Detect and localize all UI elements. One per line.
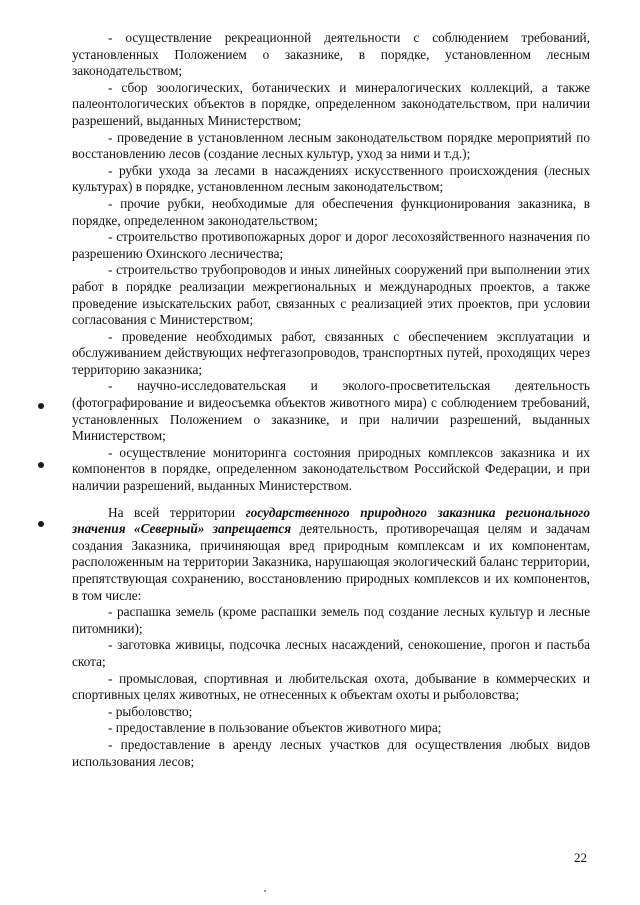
punch-hole-mark <box>38 462 44 468</box>
document-body <box>72 30 590 770</box>
punch-hole-mark <box>38 521 44 527</box>
list-item: - проведение необходимых работ, связанных с обеспечением эксплуатации и обслуживанием действующих нефтегазопроводов, транспортных путей, проходящих через территорию заказника; <box>72 328 590 377</box>
prohibition-intro-paragraph <box>72 505 590 605</box>
punch-hole-mark <box>38 403 44 409</box>
list-item: - прочие рубки, необходимые для обеспечения функционирования заказника, в порядке, определенном законодательством; <box>72 195 590 228</box>
list-item: - заготовка живицы, подсочка лесных насаждений, сенокошение, прогон и пастьба скота; <box>72 637 590 669</box>
page-number: 22 <box>574 850 587 865</box>
list-item: - предоставление в пользование объектов животного мира; <box>108 720 442 736</box>
list-item: - научно-исследовательская и эколого-просветительская деятельность (фотографирование и видеосъемка объектов животного мира) с соблюдением требований, установленных Положением о заказнике, и при наличии разрешений, выданных Министерством; <box>72 378 590 444</box>
list-item: - сбор зоологических, ботанических и минералогических коллекций, а также палеонтологических объектов в порядке, определенном законодательством, при наличии разрешений, выданных Министерством; <box>72 79 590 128</box>
intro-lead: На всей территории <box>108 504 246 520</box>
prohibited-activities-list <box>72 604 590 770</box>
list-item: - осуществление мониторинга состояния природных комплексов заказника и их компонентов в порядке, определенном законодательством Российской Федерации, и при наличии разрешений, выданных Министерством. <box>72 444 590 494</box>
list-item: - распашка земель (кроме распашки земель под создание лесных культур и лесные питомники); <box>72 604 590 636</box>
permitted-activities-list <box>72 30 590 495</box>
list-item: - предоставление в аренду лесных участков для осуществления любых видов использования лесов; <box>72 736 590 769</box>
list-item: - строительство противопожарных дорог и дорог лесохозяйственного назначения по разрешению Охинского лесничества; <box>72 229 590 261</box>
intro-emphasis: государственного природного заказника регионального значения «Северный» запрещается <box>72 504 590 537</box>
list-item: - строительство трубопроводов и иных линейных сооружений при выполнении этих работ в порядке реализации межрегиональных и международных проектов, а также проведение изыскательских работ, связанных с реализацией этих проектов, при условии согласования с Министерством; <box>72 262 590 328</box>
list-item: - осуществление рекреационной деятельности с соблюдением требований, установленных Положением о заказнике, в порядке, установленном лесным законодательством; <box>72 30 590 79</box>
scan-artifact <box>264 890 266 892</box>
list-item: - промысловая, спортивная и любительская охота, добывание в коммерческих и спортивных целях животных, не отнесенных к объектам охоты и рыболовства; <box>72 670 590 703</box>
intro-rest: деятельность, противоречащая целям и задачам создания Заказника, причиняющая вред природным комплексам и их компонентам, расположенным на территории Заказника, нарушающая экологический баланс территории, препятствующая сохранению, восстановлению природных комплексов и их компонентов, в том числе: <box>72 521 590 603</box>
list-item: - рыболовство; <box>108 703 193 719</box>
list-item: - рубки ухода за лесами в насаждениях искусственного происхождения (лесных культурах) в порядке, установленном лесным законодательством; <box>72 162 590 195</box>
list-item: - проведение в установленном лесным законодательством порядке мероприятий по восстановлению лесов (создание лесных культур, уход за ними и т.д.); <box>72 129 590 162</box>
